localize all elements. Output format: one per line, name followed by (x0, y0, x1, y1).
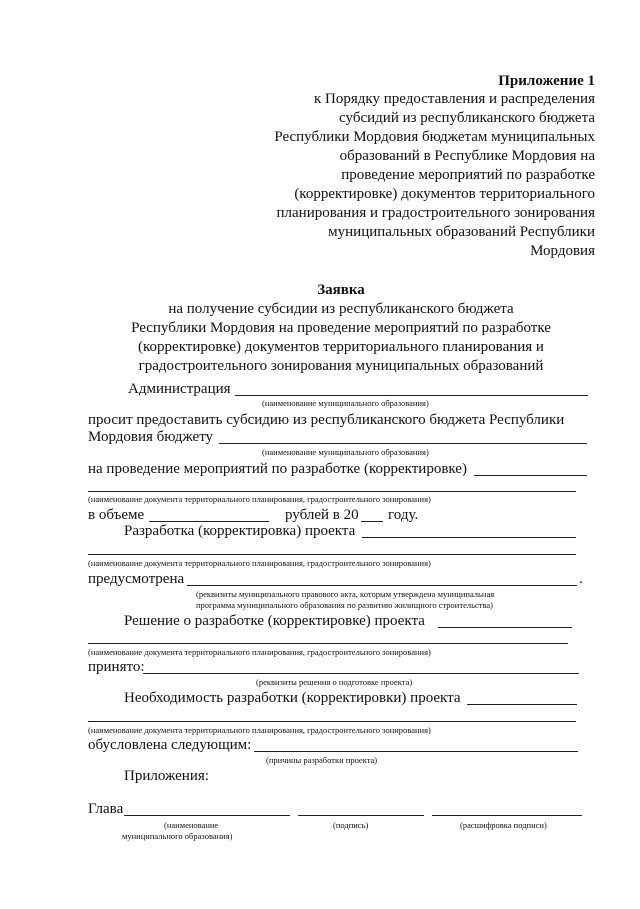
reasons-label: обусловлена следующим: (88, 737, 252, 753)
attachments-label: Приложения: (124, 768, 209, 784)
sig-hint-signature: (подпись) (333, 820, 369, 830)
provided-label: предусмотрена (88, 571, 185, 587)
year-field[interactable] (361, 521, 383, 522)
appendix-line: к Порядку предоставления и распределения (314, 91, 595, 107)
request-subtitle-line: (корректировке) документов территориального планирования и (138, 339, 544, 355)
document-hint-3: (наименование документа территориального планирования, градостроительного зонирования) (88, 647, 431, 657)
document-hint-4: (наименование документа территориального планирования, градостроительного зонирования) (88, 725, 431, 735)
appendix-line: планирования и градостроительного зонирования (276, 205, 595, 221)
municipality-hint-2: (наименование муниципального образования) (262, 447, 429, 457)
municipality-hint: (наименование муниципального образования) (262, 398, 429, 408)
adopted-label: принято: (88, 659, 145, 675)
document-name-field[interactable] (88, 491, 576, 492)
appendix-title: Приложение 1 (498, 73, 595, 89)
budget-municipality-field[interactable] (219, 443, 587, 444)
sig-hint-decode: (расшифровка подписи) (460, 820, 547, 830)
provided-dot: . (579, 571, 583, 587)
document-name-field-3[interactable] (88, 643, 568, 644)
legal-act-hint: (реквизиты муниципального правового акта, которым утверждена муниципальная (196, 589, 495, 599)
activities-field[interactable] (474, 475, 587, 476)
appendix-line: Мордовия (530, 243, 595, 259)
appendix-line: образований в Республике Мордовия на (339, 148, 595, 164)
reasons-field[interactable] (254, 751, 578, 752)
volume-mid: рублей в 20 (285, 507, 359, 523)
volume-prefix: в объеме (88, 507, 145, 523)
budget-label: Мордовия бюджету (88, 429, 214, 445)
request-subtitle-line: на получение субсидии из республиканского бюджета (168, 301, 514, 317)
document-name-field-4[interactable] (88, 721, 576, 722)
decision-hint: (реквизиты решения о подготовке проекта) (256, 677, 413, 687)
activities-text: на проведение мероприятий по разработке (корректировке) (88, 461, 467, 477)
decision-label: Решение о разработке (корректировке) проекта (124, 613, 425, 629)
reasons-hint: (причины разработки проекта) (266, 755, 378, 765)
request-title: Заявка (317, 282, 365, 298)
request-subtitle-line: градостроительного зонирования муниципальных образований (138, 358, 544, 374)
head-municipality-field[interactable] (124, 815, 290, 816)
volume-suffix: году. (388, 507, 419, 523)
development-field[interactable] (362, 537, 576, 538)
signature-decode-field[interactable] (432, 815, 582, 816)
necessity-field[interactable] (467, 704, 577, 705)
administration-label: Администрация (128, 381, 231, 397)
appendix-line: проведение мероприятий по разработке (341, 167, 595, 183)
document-hint-2: (наименование документа территориального планирования, градостроительного зонирования) (88, 558, 431, 568)
development-label: Разработка (корректировка) проекта (124, 523, 356, 539)
necessity-label: Необходимость разработки (корректировки) проекта (124, 690, 461, 706)
sig-hint-name: (наименование (164, 820, 219, 830)
municipality-field[interactable] (235, 395, 588, 396)
decision-details-field[interactable] (143, 673, 579, 674)
appendix-line: субсидий из республиканского бюджета (339, 110, 595, 126)
legal-act-hint: программа муниципального образования по развитию жилищного строительства) (196, 600, 493, 610)
document-hint: (наименование документа территориального планирования, градостроительного зонирования) (88, 494, 431, 504)
request-subtitle-line: Республики Мордовия на проведение мероприятий по разработке (131, 320, 551, 336)
legal-act-field[interactable] (187, 585, 577, 586)
head-label: Глава (88, 801, 124, 817)
appendix-line: муниципальных образований Республики (328, 224, 595, 240)
appendix-line: Республики Мордовия бюджетам муниципальных (274, 129, 595, 145)
document-name-field-2[interactable] (88, 554, 576, 555)
asks-text: просит предоставить субсидию из республиканского бюджета Республики (88, 412, 565, 428)
signature-field[interactable] (298, 815, 424, 816)
decision-field[interactable] (438, 627, 572, 628)
appendix-line: (корректировке) документов территориального (294, 186, 595, 202)
sig-hint-name: муниципального образования) (122, 831, 233, 841)
